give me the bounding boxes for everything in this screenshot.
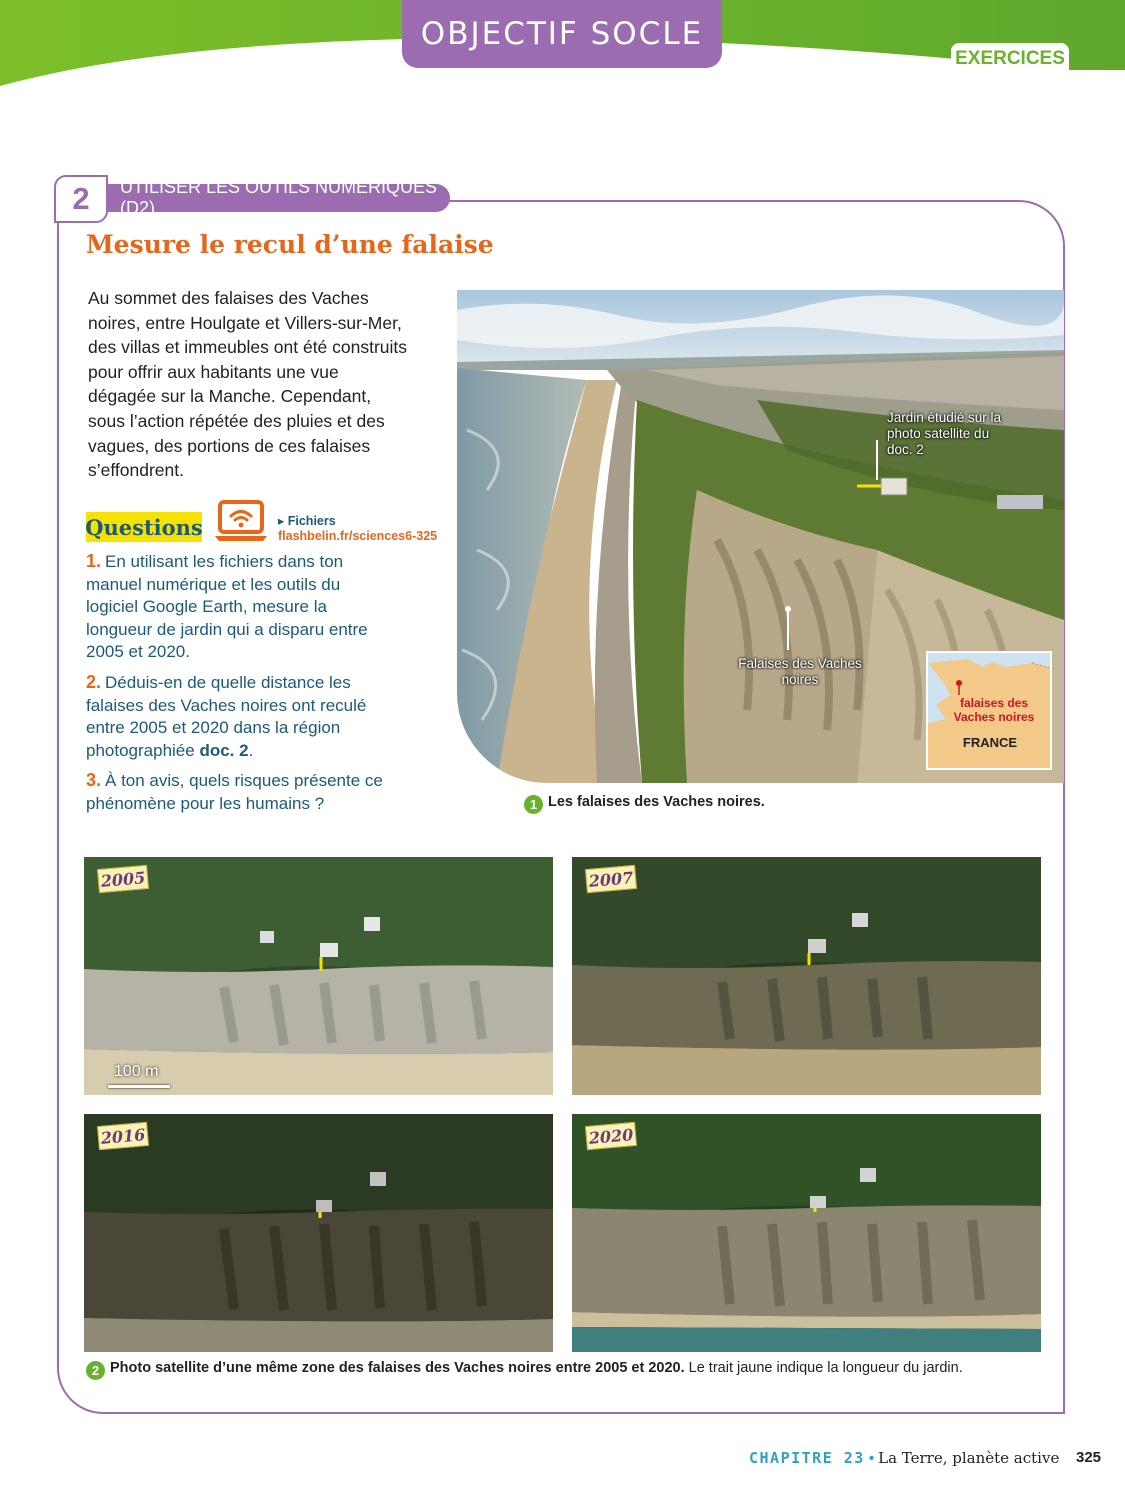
year-tag: 2005 <box>97 865 149 893</box>
map-location-label: falaises des Vaches noires <box>953 696 1035 724</box>
doc2-caption <box>86 1360 1046 1380</box>
questions-list <box>86 550 396 823</box>
laptop-wifi-icon[interactable] <box>214 500 268 542</box>
doc2-caption-rest: Le trait jaune indique la longueur du jardin. <box>684 1360 963 1376</box>
footer-separator: • <box>868 1450 875 1467</box>
question-2 <box>86 671 396 762</box>
annotation-cliffs: Falaises des Vaches noires <box>738 656 862 687</box>
chapter-title: La Terre, planète active <box>878 1449 1060 1467</box>
chapter-label: CHAPITRE 23 <box>749 1449 865 1467</box>
year-tag: 2020 <box>585 1122 637 1150</box>
question-1 <box>86 550 396 664</box>
section-tab: OBJECTIF SOCLE <box>402 0 722 68</box>
satellite-photo-2020 <box>572 1114 1041 1352</box>
questions-label: Questions <box>86 512 202 542</box>
satellite-illustration <box>84 1114 553 1352</box>
question-3 <box>86 769 396 815</box>
doc-number-badge: 1 <box>524 795 543 814</box>
year-tag: 2007 <box>585 865 637 893</box>
question-text: Déduis-en de quelle distance les falaises des Vaches noires ont reculé entre 2005 et 2020 dans la région photographiée <box>86 672 367 760</box>
question-number: 2. <box>86 671 102 692</box>
exercise-number: 2 <box>54 175 108 223</box>
france-inset-map <box>926 651 1052 770</box>
question-text-end: . <box>248 740 254 760</box>
category-tag: EXERCICES <box>951 43 1069 75</box>
satellite-photo-2005 <box>84 857 553 1095</box>
satellite-illustration <box>572 857 1041 1095</box>
question-text: À ton avis, quels risques présente ce phénomène pour les humains ? <box>86 771 383 813</box>
question-number: 3. <box>86 770 102 791</box>
satellite-illustration <box>572 1114 1041 1352</box>
doc1-caption <box>524 794 765 814</box>
doc2-caption-bold: Photo satellite d’une même zone des falaises des Vaches noires entre 2005 et 2020. <box>110 1360 685 1376</box>
exercise-skill: UTILISER LES OUTILS NUMÉRIQUES (D2) <box>104 184 450 212</box>
scale-bar <box>108 1085 170 1088</box>
map-country-label: FRANCE <box>962 735 1018 750</box>
annotation-garden: Jardin étudié sur la photo satellite du doc. 2 <box>887 410 1002 457</box>
satellite-photo-2007 <box>572 857 1041 1095</box>
satellite-illustration <box>84 857 553 1095</box>
question-text: En utilisant les fichiers dans ton manuel numérique et les outils du logiciel Google Earth, mesure la longueur de jardin qui a disparu entre 2005 et 2020. <box>86 552 368 662</box>
exercise-intro: Au sommet des falaises des Vaches noires, entre Houlgate et Villers-sur-Mer, des villas et immeubles ont été construits pour offrir aux habitants une vue dégagée sur la Manche. Cependant, sous l’action répétée des pluies et des vagues, des portions de ces falaises s’effondrent. <box>88 288 408 481</box>
satellite-photo-2016 <box>84 1114 553 1352</box>
scale-label: 100 m <box>114 1063 159 1080</box>
question-number: 1. <box>86 551 102 571</box>
exercise-title: Mesure le recul d’une falaise <box>86 230 494 259</box>
files-link[interactable]: flashbelin.fr/sciences6-325 <box>278 529 438 543</box>
page-number: 325 <box>1076 1449 1102 1466</box>
files-label: ▸ Fichiers <box>278 514 336 528</box>
page-footer <box>749 1449 1059 1467</box>
doc-reference: doc. 2 <box>199 740 249 760</box>
doc1-caption-text: Les falaises des Vaches noires. <box>548 794 765 810</box>
year-tag: 2016 <box>97 1122 149 1150</box>
doc-number-badge: 2 <box>86 1361 105 1380</box>
